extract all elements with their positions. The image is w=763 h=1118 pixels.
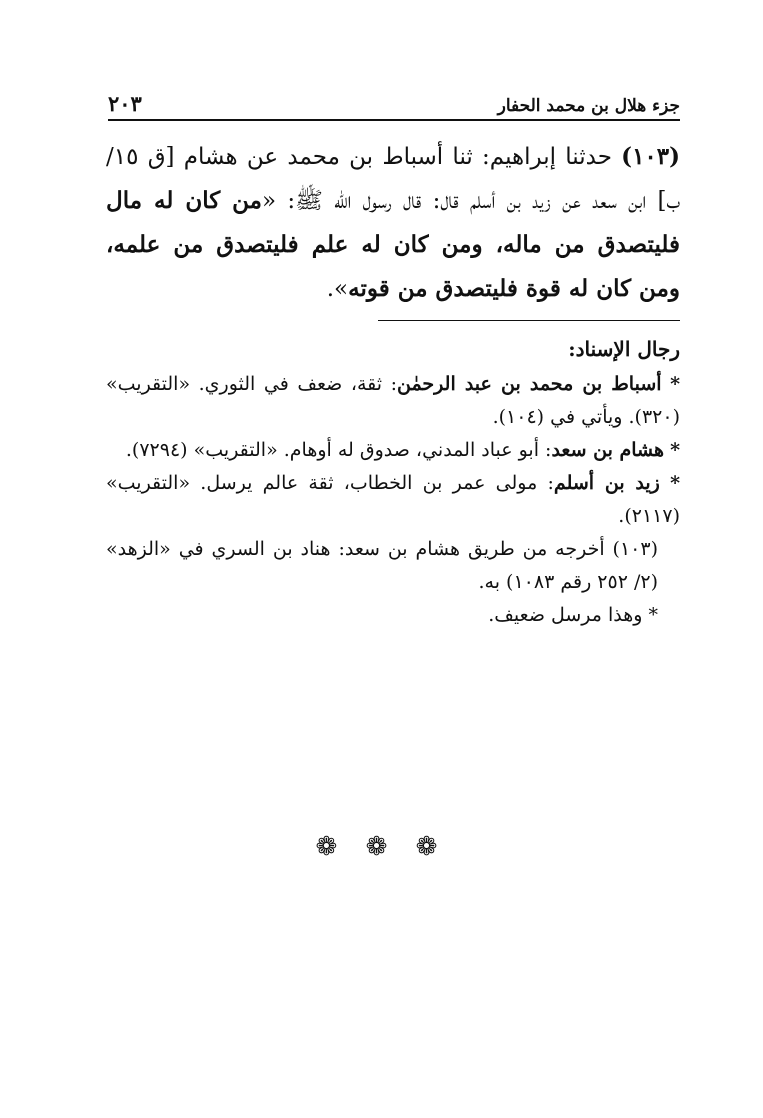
header-rule [108, 119, 680, 121]
narrator-text: : أبو عباد المدني، صدوق له أوهام. «التقريب» (٧٢٩٤). [125, 439, 552, 461]
bullet-mark: * [670, 472, 680, 494]
narrator-name: زيد بن أسلم [553, 472, 660, 494]
narrator-text: : ثقة، ضعف في الثوري. «التقريب» (٣٢٠). ويأتي في (١٠٤). [106, 373, 680, 428]
section-end-ornament: ❁ ❁ ❁ [315, 832, 448, 862]
hadith-matn: من كان له مال فليتصدق من ماله، ومن كان له علم فليتصدق من علمه، ومن كان له قوة فليتصدق من قوته [106, 187, 680, 302]
hadith-end: ». [326, 276, 349, 302]
footnotes [106, 333, 680, 632]
narrator-entry [106, 434, 680, 467]
narrator-entry [106, 467, 680, 533]
notes-heading: رجال الإسناد: [568, 337, 680, 361]
verdict-note: * وهذا مرسل ضعيف. [488, 604, 658, 626]
page-number: ٢٠٣ [108, 91, 142, 116]
footnote-rule [378, 320, 680, 321]
hadith-number: (١٠٣) [621, 143, 681, 170]
hadith-text [106, 135, 680, 311]
bullet-mark: * [670, 373, 681, 395]
narrator-name: أسباط بن محمد بن عبد الرحمٰن [396, 373, 662, 395]
hadith-paragraph [106, 135, 680, 311]
hadith-isnad: حدثنا إبراهيم: ثنا أسباط بن محمد عن هشام [ق ١٥/ ب] ابن سعد عن زيد بن أسلم قال: قال رسول الله ﷺ: « [106, 144, 681, 214]
page-header [108, 82, 680, 116]
bullet-mark: * [670, 439, 680, 461]
takhrij-note: (١٠٣) أخرجه من طريق هشام بن سعد: هناد بن السري في «الزهد» (٢/ ٢٥٢ رقم ١٠٨٣) به. [106, 538, 658, 593]
narrator-name: هشام بن سعد [551, 439, 665, 461]
running-head: جزء هلال بن محمد الحفار [497, 96, 680, 116]
narrator-text: : مولى عمر بن الخطاب، ثقة عالم يرسل. «التقريب» (٢١١٧). [106, 472, 680, 527]
narrator-entry [106, 368, 680, 434]
